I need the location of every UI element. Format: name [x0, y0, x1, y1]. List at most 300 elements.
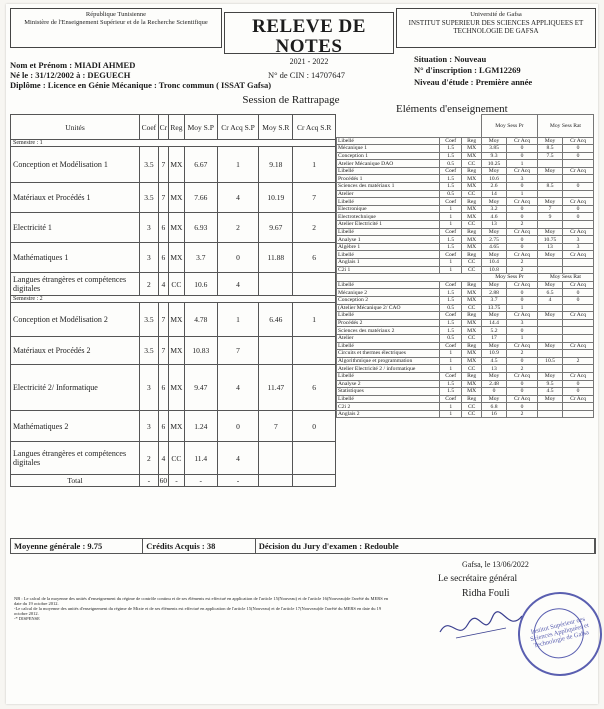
element-cell: CC [462, 266, 481, 274]
student-birth: Né le : 31/12/2002 à : DEGUECH [10, 70, 131, 80]
element-cell: Mécanique 2 [337, 289, 440, 297]
total-empty [259, 475, 293, 487]
element-cell: 4.6 [481, 213, 506, 221]
element-cell: Atelier Electricité 2 / informatique [337, 365, 440, 373]
student-cin: N° de CIN : 14707647 [268, 70, 346, 80]
element-cell: CC [462, 160, 481, 168]
element-cell: 0 [507, 289, 538, 297]
element-cell: Cr Acq [563, 137, 594, 145]
element-cell: 9.3 [481, 152, 506, 160]
element-cell: Moy [537, 228, 562, 236]
element-row [337, 403, 594, 411]
total-coef: - [140, 475, 159, 487]
element-cell: Moy [481, 167, 506, 175]
element-cell: 1.5 [440, 388, 462, 396]
element-cell: 5.2 [481, 327, 506, 335]
unit-reg: MX [169, 183, 185, 213]
unit-cr-sr [293, 337, 336, 365]
unit-moy-sr: 11.88 [259, 243, 293, 273]
element-cell: Cr Acq [507, 342, 538, 350]
element-cell: 1.5 [440, 327, 462, 335]
element-row [337, 190, 594, 198]
element-cell: Coef [440, 342, 462, 350]
unit-reg: CC [169, 273, 185, 296]
element-cell: 2 [507, 259, 538, 267]
element-cell [537, 410, 562, 418]
element-row [337, 167, 594, 175]
element-cell: 1.5 [440, 152, 462, 160]
element-cell: CC [462, 221, 481, 229]
element-cell: Moy [481, 251, 506, 259]
element-cell: 1 [507, 190, 538, 198]
ministry-label: Ministère de l'Enseignement Supérieur et de la Recherche Scientifique [24, 19, 208, 26]
element-cell: Moy [481, 228, 506, 236]
col-header: Reg [169, 115, 185, 140]
element-cell [537, 221, 562, 229]
element-cell [537, 327, 562, 335]
unit-reg: MX [169, 303, 185, 337]
unit-moy-sr: 9.18 [259, 147, 293, 183]
element-cell: 8.5 [537, 183, 562, 191]
country-label: République Tunisienne [85, 11, 147, 18]
units-table [10, 114, 336, 487]
unit-row [11, 337, 336, 365]
element-cell: Moy [537, 281, 562, 289]
semester-label: Semestre : 1 [11, 140, 336, 147]
semester-label: Semestre : 2 [11, 296, 336, 303]
element-row [337, 213, 594, 221]
unit-cr-sp: 7 [217, 337, 259, 365]
element-cell: Libellé [337, 228, 440, 236]
unit-moy-sr [259, 337, 293, 365]
element-row [337, 334, 594, 342]
unit-cr-sr: 2 [293, 213, 336, 243]
unit-reg: MX [169, 337, 185, 365]
element-cell: 0 [563, 145, 594, 153]
element-row [337, 243, 594, 251]
unit-name: Matériaux et Procédés 1 [11, 183, 140, 213]
element-cell: C2i 1 [337, 266, 440, 274]
element-row [337, 236, 594, 244]
element-cell: 1 [440, 259, 462, 267]
col-header: Moy S.R [259, 115, 293, 140]
element-row [337, 228, 594, 236]
element-cell: 2 [507, 266, 538, 274]
element-cell: 0 [507, 327, 538, 335]
element-cell: Moy [537, 342, 562, 350]
element-cell: CC [462, 410, 481, 418]
unit-cr-sp: 0 [217, 243, 259, 273]
unit-row [11, 365, 336, 411]
element-cell [537, 175, 562, 183]
elem-subhead-sr: Moy Sess Rat [537, 115, 593, 138]
summary-average: Moyenne générale : 9.75 [11, 539, 143, 553]
element-cell [537, 334, 562, 342]
note-3: -* DISPENSE [14, 616, 40, 621]
element-cell: Libellé [337, 312, 440, 320]
element-cell: MX [462, 289, 481, 297]
element-cell: MX [462, 388, 481, 396]
legal-notes [14, 596, 394, 621]
element-cell: 0 [507, 213, 538, 221]
unit-cr: 7 [158, 303, 168, 337]
unit-row [11, 243, 336, 273]
element-cell: Coef [440, 167, 462, 175]
element-cell [537, 350, 562, 358]
element-cell: Cr Acq [563, 228, 594, 236]
unit-cr: 6 [158, 365, 168, 411]
unit-cr-sp: 0 [217, 411, 259, 442]
element-cell [537, 160, 562, 168]
element-cell [537, 266, 562, 274]
element-cell: Procédés 1 [337, 175, 440, 183]
element-cell: 10.5 [537, 357, 562, 365]
total-row [11, 475, 336, 487]
unit-coef: 3 [140, 243, 159, 273]
element-cell: 3.7 [481, 296, 506, 304]
element-row [337, 350, 594, 358]
element-cell: Cr Acq [507, 167, 538, 175]
summary-credits: Crédits Acquis : 38 [143, 539, 255, 553]
unit-name: Electricité 1 [11, 213, 140, 243]
element-cell: 0.5 [440, 334, 462, 342]
element-cell: CC [462, 334, 481, 342]
element-cell: 1 [440, 350, 462, 358]
element-cell: Anglais 1 [337, 259, 440, 267]
element-row [337, 410, 594, 418]
unit-coef: 3.5 [140, 337, 159, 365]
element-cell: Coef [440, 372, 462, 380]
element-row [337, 152, 594, 160]
element-cell: Cr Acq [507, 395, 538, 403]
unit-cr-sp: 2 [217, 213, 259, 243]
elem-subhead-row [337, 274, 594, 282]
element-cell: MX [462, 327, 481, 335]
element-cell: 1 [440, 357, 462, 365]
element-cell: 10.9 [481, 350, 506, 358]
element-cell: Reg [462, 251, 481, 259]
student-level: Niveau d'étude : Première année [414, 77, 533, 87]
unit-cr-sp: 1 [217, 303, 259, 337]
unit-cr: 6 [158, 243, 168, 273]
element-cell: Moy [537, 137, 562, 145]
element-cell: CC [462, 403, 481, 411]
element-cell: Cr Acq [563, 251, 594, 259]
element-cell: MX [462, 319, 481, 327]
university-box [396, 8, 596, 48]
unit-moy-sp: 4.78 [184, 303, 217, 337]
element-row [337, 365, 594, 373]
element-cell [537, 365, 562, 373]
element-row [337, 357, 594, 365]
elements-title: Eléments d'enseignement [396, 103, 508, 115]
element-cell: Atelier [337, 190, 440, 198]
element-cell [563, 410, 594, 418]
student-diploma: Diplôme : Licence en Génie Mécanique : Tronc commun ( ISSAT Gafsa) [10, 80, 272, 90]
element-cell: Libellé [337, 167, 440, 175]
element-cell: 2.6 [481, 183, 506, 191]
element-cell: Moy [481, 198, 506, 206]
elem-subhead-sr: Moy Sess Rat [537, 274, 593, 282]
element-row [337, 266, 594, 274]
transcript-sheet [6, 4, 598, 704]
element-cell: 0 [563, 183, 594, 191]
element-cell: 0 [481, 388, 506, 396]
title-box [224, 12, 394, 66]
element-cell: Cr Acq [563, 167, 594, 175]
unit-cr-sp: 4 [217, 273, 259, 296]
element-cell: Algorithmique et programmation [337, 357, 440, 365]
col-header: Moy S.P [184, 115, 217, 140]
col-header: Coef [140, 115, 159, 140]
element-cell: Atelier [337, 334, 440, 342]
element-cell [563, 175, 594, 183]
element-cell: Moy [481, 281, 506, 289]
element-cell [563, 365, 594, 373]
element-cell: 1 [440, 205, 462, 213]
element-cell: Circuits et thermes électriques [337, 350, 440, 358]
element-cell: 1 [507, 160, 538, 168]
element-cell: 1.5 [440, 145, 462, 153]
signatory-name: Ridha Fouli [462, 588, 510, 599]
element-cell: 14 [481, 190, 506, 198]
element-cell: 4.65 [481, 243, 506, 251]
element-cell: 0 [563, 152, 594, 160]
element-cell: Coef [440, 198, 462, 206]
element-cell: 1.5 [440, 289, 462, 297]
unit-moy-sr: 7 [259, 411, 293, 442]
element-cell: Libellé [337, 137, 440, 145]
element-row [337, 380, 594, 388]
element-cell: 4.5 [537, 388, 562, 396]
element-cell: 0 [563, 296, 594, 304]
element-cell: Coef [440, 228, 462, 236]
elem-subhead-sp: Moy Sess Pr [481, 274, 537, 282]
element-cell: 1 [507, 334, 538, 342]
element-cell: CC [462, 259, 481, 267]
unit-cr: 7 [158, 147, 168, 183]
official-stamp [509, 583, 604, 685]
university-label: Université de Gafsa [470, 11, 522, 18]
element-cell: Reg [462, 312, 481, 320]
unit-cr-sp: 1 [217, 147, 259, 183]
total-cr-sp: - [217, 475, 259, 487]
element-cell: 0 [563, 380, 594, 388]
element-cell: CC [462, 365, 481, 373]
element-cell [563, 327, 594, 335]
element-cell: 1.5 [440, 183, 462, 191]
unit-name: Electricité 2/ Informatique [11, 365, 140, 411]
student-situation: Situation : Nouveau [414, 54, 487, 64]
element-cell: MX [462, 236, 481, 244]
element-row [337, 198, 594, 206]
element-cell: 0.5 [440, 190, 462, 198]
element-row [337, 160, 594, 168]
unit-coef: 3 [140, 213, 159, 243]
element-cell: Reg [462, 395, 481, 403]
element-cell: Cr Acq [507, 251, 538, 259]
element-cell: Cr Acq [507, 372, 538, 380]
element-cell: 13 [537, 243, 562, 251]
element-cell: Moy [537, 198, 562, 206]
unit-coef: 3.5 [140, 303, 159, 337]
element-cell: 1 [507, 304, 538, 312]
element-cell: 3.2 [481, 205, 506, 213]
unit-name: Conception et Modélisation 2 [11, 303, 140, 337]
element-cell: Moy [537, 167, 562, 175]
element-row [337, 296, 594, 304]
element-row [337, 221, 594, 229]
total-cr: 60 [159, 476, 168, 485]
element-row [337, 395, 594, 403]
element-cell: Statistiques [337, 388, 440, 396]
unit-cr: 6 [158, 213, 168, 243]
element-cell: Electrotechnique [337, 213, 440, 221]
element-cell: Anglais 2 [337, 410, 440, 418]
total-moy-sp: - [184, 475, 217, 487]
element-cell: Reg [462, 342, 481, 350]
unit-cr-sp: 4 [217, 365, 259, 411]
element-cell: 0 [507, 403, 538, 411]
element-row [337, 342, 594, 350]
element-cell [563, 319, 594, 327]
unit-reg: MX [169, 147, 185, 183]
element-cell: 17 [481, 334, 506, 342]
unit-cr-sp: 4 [217, 183, 259, 213]
element-cell [537, 319, 562, 327]
col-header: Cr Acq S.P [217, 115, 259, 140]
element-cell: MX [462, 243, 481, 251]
col-header: Cr Acq S.R [293, 115, 336, 140]
unit-moy-sp: 9.47 [184, 365, 217, 411]
element-cell: Conception 1 [337, 152, 440, 160]
element-cell: Moy [481, 395, 506, 403]
total-empty [293, 475, 336, 487]
unit-row [11, 273, 336, 296]
element-cell: CC [462, 304, 481, 312]
element-cell: MX [462, 350, 481, 358]
element-cell [563, 334, 594, 342]
unit-moy-sr: 10.19 [259, 183, 293, 213]
element-cell: Cr Acq [507, 198, 538, 206]
academic-year: 2021 - 2022 [289, 57, 329, 66]
element-cell [537, 259, 562, 267]
unit-moy-sr: 6.46 [259, 303, 293, 337]
unit-moy-sp: 3.7 [184, 243, 217, 273]
element-cell: 1.5 [440, 380, 462, 388]
unit-reg: CC [169, 442, 185, 475]
element-cell: 1.5 [440, 319, 462, 327]
unit-name: Mathématiques 1 [11, 243, 140, 273]
unit-coef: 3 [140, 411, 159, 442]
element-row [337, 183, 594, 191]
element-cell: 2 [563, 357, 594, 365]
element-cell: Analyse 1 [337, 236, 440, 244]
unit-cr-sr: 1 [293, 147, 336, 183]
element-cell: 8.5 [537, 145, 562, 153]
element-cell: Reg [462, 372, 481, 380]
element-cell: Electronique [337, 205, 440, 213]
element-cell: 0 [507, 296, 538, 304]
unit-moy-sp: 6.93 [184, 213, 217, 243]
element-cell: MX [462, 296, 481, 304]
unit-moy-sp: 1.24 [184, 411, 217, 442]
unit-cr: 4 [158, 273, 168, 296]
handwritten-signature [436, 608, 526, 644]
unit-moy-sp: 7.66 [184, 183, 217, 213]
element-cell: 6.8 [481, 403, 506, 411]
element-cell: Moy [481, 312, 506, 320]
total-reg: - [169, 475, 185, 487]
unit-row [11, 442, 336, 475]
element-cell: 0 [507, 205, 538, 213]
stamp-text: Institut Supérieur des Sciences Appliquées et Technologie de Gafsa [529, 615, 590, 650]
element-cell: 10.4 [481, 259, 506, 267]
element-cell: Reg [462, 198, 481, 206]
unit-cr-sr: 7 [293, 183, 336, 213]
element-cell: Cr Acq [563, 198, 594, 206]
unit-name: Conception et Modélisation 1 [11, 147, 140, 183]
element-cell: 0 [507, 243, 538, 251]
element-row [337, 205, 594, 213]
element-cell: Libellé [337, 251, 440, 259]
element-cell: Cr Acq [507, 312, 538, 320]
element-cell: MX [462, 145, 481, 153]
ministry-box [10, 8, 222, 48]
element-cell: Moy [537, 312, 562, 320]
element-cell: 0.5 [440, 160, 462, 168]
element-cell [563, 190, 594, 198]
element-cell: 1 [440, 266, 462, 274]
element-row [337, 281, 594, 289]
element-cell [563, 266, 594, 274]
element-cell: Libellé [337, 395, 440, 403]
element-cell: Reg [462, 228, 481, 236]
element-cell: 3 [507, 319, 538, 327]
unit-coef: 2 [140, 273, 159, 296]
element-cell: 2 [507, 410, 538, 418]
element-cell: Moy [537, 395, 562, 403]
unit-coef: 3.5 [140, 147, 159, 183]
element-cell: MX [462, 213, 481, 221]
unit-cr: 4 [158, 442, 168, 475]
element-row [337, 304, 594, 312]
element-cell: MX [462, 183, 481, 191]
semester-row [11, 296, 336, 303]
element-cell: 10.8 [481, 266, 506, 274]
unit-cr-sr: 0 [293, 411, 336, 442]
element-cell: 0 [563, 213, 594, 221]
place-date: Gafsa, le 13/06/2022 [462, 560, 529, 569]
element-cell: 16 [481, 410, 506, 418]
element-cell: CC [462, 190, 481, 198]
element-cell: Mécanique 1 [337, 145, 440, 153]
element-cell: 1.5 [440, 175, 462, 183]
document-title: RELEVE DE NOTES [252, 16, 366, 57]
element-cell: Moy [537, 251, 562, 259]
element-cell: Reg [462, 137, 481, 145]
element-cell: 2 [507, 350, 538, 358]
element-cell: MX [462, 205, 481, 213]
element-cell: 3.85 [481, 145, 506, 153]
element-cell: Coef [440, 395, 462, 403]
element-cell [563, 221, 594, 229]
element-cell: Reg [462, 281, 481, 289]
element-cell: Cr Acq [563, 342, 594, 350]
student-inscription: N° d'inscription : LGM12269 [414, 65, 521, 75]
element-cell: 9.5 [537, 380, 562, 388]
element-cell: Libellé [337, 372, 440, 380]
